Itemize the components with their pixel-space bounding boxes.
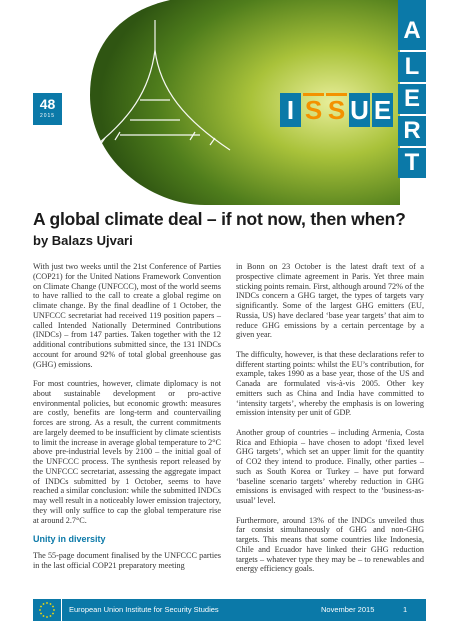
issue-letter: I (280, 93, 301, 127)
alert-letter: A (398, 0, 426, 50)
article-title: A global climate deal – if not now, then when? (33, 209, 406, 229)
alert-letter: T (398, 148, 426, 178)
paragraph: Another group of countries – including Armenia, Costa Rica and Ethiopia – have chosen to adopt ‘fixed level GHG targets’, which set an upper limit for the quantity of CO2 they intend to produce. Finally, other parties – such as South Korea or Turkey – have put forward ‘baseline scenario targets’ whereby reduction in GHG emissions is envisaged with respect to the ‘business-as-usual’ level. (236, 427, 424, 505)
page-footer (33, 599, 426, 621)
issue-letter: S (327, 95, 346, 125)
alert-letter: L (398, 52, 426, 82)
issue-year: 2015 (39, 113, 56, 119)
article-author: by Balazs Ujvari (33, 233, 133, 248)
issue-letter: U (350, 95, 369, 125)
issue-letter: S (304, 95, 323, 125)
alert-wordmark (398, 0, 426, 178)
paragraph: The difficulty, however, is that these declarations refer to different starting points: whilst the EU’s contribution, for example, takes 1990 as a base year, those of the US and Canada are formulated vis-à-vis 2005. Other key emitters such as China and India have committed to ‘intensity targets’, whereby the emphasis is on lowering emission intensity per unit of GDP. (236, 349, 424, 418)
footer-organization: European Union Institute for Security Studies (69, 605, 219, 614)
paragraph: Furthermore, around 13% of the INDCs unveiled thus far consist simultaneously of GHG and non-GHG targets. This means that some countries like Indonesia, Chile and Ecuador have linked their GHG reduction targets – whatever type they may be – to renewables and energy efficiency goals. (236, 515, 424, 574)
eu-flag-icon (33, 599, 62, 621)
alert-letter: R (398, 116, 426, 146)
issue-wordmark (280, 93, 393, 127)
left-column (33, 262, 221, 580)
page-number: 1 (403, 605, 408, 614)
alert-letter: E (398, 84, 426, 114)
issue-number-badge (33, 93, 62, 125)
paragraph: The 55-page document finalised by the UNFCCC parties in the last official COP21 preparatory meeting (33, 550, 221, 570)
right-column (236, 262, 424, 584)
section-heading: Unity in diversity (33, 534, 106, 544)
footer-date: November 2015 (321, 605, 375, 614)
paragraph: With just two weeks until the 21st Conference of Parties (COP21) for the United Nations Framework Convention on Climate Change (UNFCCC), most of the world seems to have rallied to the call to create a global regime on climate change. By the final deadline of 1 October, the UNFCCC secretariat had received 119 position papers – called Intended Nationally Determined Contributions (INDCs) – from 147 parties. Taken together with the 12 additional contributions submitted since, the 131 INDCs account for around 92% of total global greenhouse gas (GHG) emissions. (33, 262, 221, 369)
paragraph: For most countries, however, climate diplomacy is not about sustainable development or pro-active environmental policies, but economic growth: measures are costly, benefits are long-term and countervailing forces are strong. As a result, the current commitments are largely deemed to be insufficient by climate scientists to limit the increase in average global temperature to 2°C above pre-industrial levels by 2100 – the initial goal of the UNFCCC process. The synthesis report released by the UNFCCC secretariat, assessing the aggregate impact of INDCs submitted by 1 October, seems to have reached a similar conclusion: while the submitted INDCs may well result in a noticeably lower emission trajectory, they will only suffice to cap the global temperature rise at around 2.7°C. (33, 379, 221, 525)
masthead-banner (0, 0, 452, 205)
paragraph: in Bonn on 23 October is the latest draft text of a prospective climate agreement in Paris. Yet three main sticking points remain. First, although around 72% of the INDCs concern a GHG target, the types of targets vary significantly. Some of the largest GHG emitters (EU, Russia, US) have declared ‘base year targets’ that aim to reduce GHG emissions by a certain percentage by a given year. (236, 262, 424, 340)
issue-number: 48 (39, 96, 56, 112)
issue-letter: E (373, 95, 392, 125)
